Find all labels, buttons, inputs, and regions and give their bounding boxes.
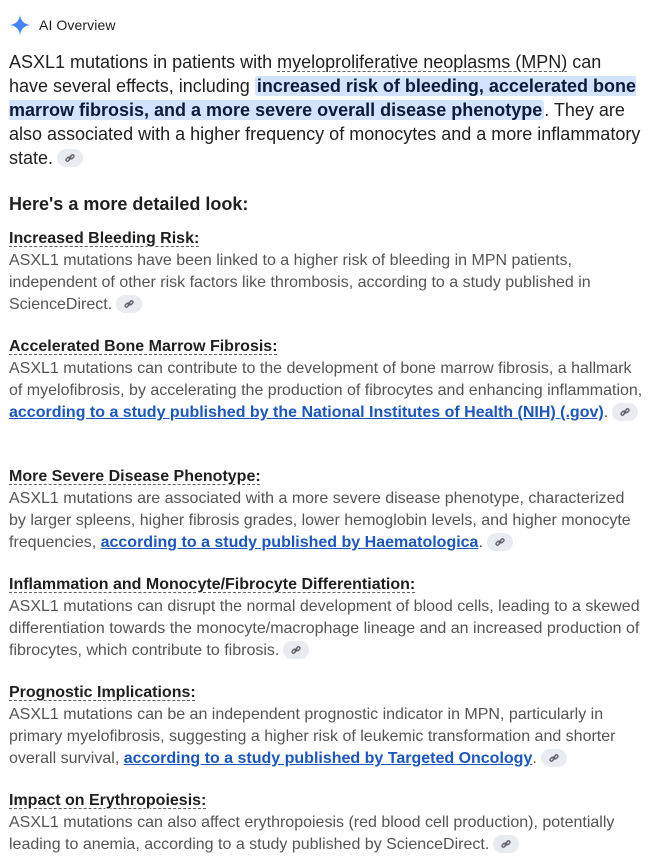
link-icon <box>495 537 505 547</box>
section-text-end: . <box>478 534 483 551</box>
section-body <box>9 596 645 662</box>
section-title[interactable]: More Severe Disease Phenotype: <box>9 468 261 485</box>
source-link[interactable]: according to a study published by Haematologica <box>100 534 479 551</box>
detail-heading: Here's a more detailed look: <box>9 194 249 214</box>
section-title[interactable]: Inflammation and Monocyte/Fibrocyte Differentiation: <box>9 576 416 593</box>
section-inflammation-differentiation <box>9 574 645 662</box>
ai-overview-title: AI Overview <box>39 17 116 33</box>
section-text: ASXL1 mutations can contribute to the development of bone marrow fibrosis, a hallmark of myelofibrosis, by accelerating the production of fibrocytes and enhancing inflammation, <box>9 360 643 399</box>
source-link-chip[interactable] <box>116 295 142 313</box>
section-text: ASXL1 mutations are associated with a more severe disease phenotype, characterized by larger spleens, higher fibrosis grades, lower hemoglobin levels, and higher monocyte frequencies, <box>9 490 631 551</box>
section-text: ASXL1 mutations have been linked to a higher risk of bleeding in MPN patients, independent of other risk factors like thrombosis, according to a study published in ScienceDirect. <box>9 252 591 313</box>
section-bleeding-risk <box>9 228 645 316</box>
section-body <box>9 812 645 856</box>
intro-highlight: increased risk of bleeding, accelerated bone marrow fibrosis, and a more severe overall disease phenotype <box>9 76 636 120</box>
section-body <box>9 250 645 316</box>
sparkle-icon <box>9 14 31 36</box>
section-text: ASXL1 mutations can also affect erythropoiesis (red blood cell production), potentially leading to anemia, according to a study published by ScienceDirect. <box>9 814 615 853</box>
source-link-chip[interactable] <box>283 641 309 659</box>
source-link-chip[interactable] <box>541 749 567 767</box>
section-title[interactable]: Prognostic Implications: <box>9 684 196 701</box>
section-title[interactable]: Impact on Erythropoiesis: <box>9 792 207 809</box>
link-icon <box>501 839 511 849</box>
section-bone-marrow-fibrosis <box>9 336 645 424</box>
ai-overview-header <box>9 14 116 36</box>
section-title[interactable]: Accelerated Bone Marrow Fibrosis: <box>9 338 278 355</box>
link-icon <box>620 407 630 417</box>
section-text-end: . <box>603 404 609 421</box>
source-link[interactable]: according to a study published by the National Institutes of Health (NIH) (.gov) <box>9 404 604 421</box>
link-icon <box>65 153 75 163</box>
section-erythropoiesis <box>9 790 645 856</box>
link-icon <box>291 645 301 655</box>
intro-paragraph <box>9 50 641 170</box>
link-icon <box>549 753 559 763</box>
section-body <box>9 488 645 554</box>
intro-term[interactable]: myeloproliferative neoplasms (MPN) <box>277 52 568 72</box>
intro-text-3: . They are also associated with a higher frequency of monocytes and a more inflammatory state. <box>9 100 641 168</box>
intro-text-1: ASXL1 mutations in patients with <box>9 52 278 72</box>
source-link[interactable]: according to a study published by Targeted Oncology <box>123 750 533 767</box>
section-body <box>9 704 645 770</box>
section-body <box>9 358 645 424</box>
section-title[interactable]: Increased Bleeding Risk: <box>9 230 200 247</box>
source-link-chip[interactable] <box>487 533 513 551</box>
source-link-chip[interactable] <box>493 835 519 853</box>
source-link-chip[interactable] <box>612 403 638 421</box>
section-disease-phenotype <box>9 466 645 554</box>
section-prognostic-implications <box>9 682 645 770</box>
link-icon <box>124 299 134 309</box>
intro-text-2: can have several effects, including <box>9 52 602 96</box>
section-text: ASXL1 mutations can be an independent prognostic indicator in MPN, particularly in primary myelofibrosis, suggesting a higher risk of leukemic transformation and shorter overall survival, <box>9 706 616 767</box>
section-text: ASXL1 mutations can disrupt the normal development of blood cells, leading to a skewed differentiation towards the monocyte/macrophage lineage and an increased production of fibrocytes, which contribute to fibrosis. <box>9 598 640 659</box>
source-link-chip[interactable] <box>57 149 83 167</box>
section-text-end: . <box>532 750 537 767</box>
